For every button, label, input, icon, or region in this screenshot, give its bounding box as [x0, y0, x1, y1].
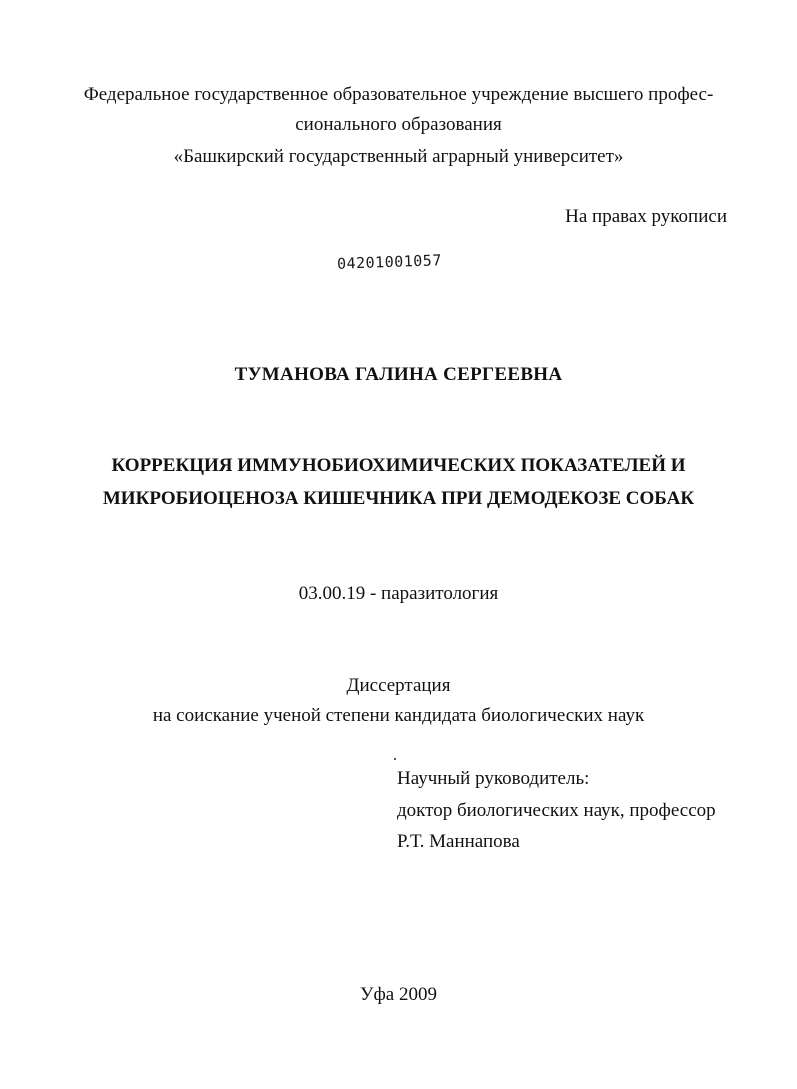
degree-statement: на соискание ученой степени кандидата биологических наук — [152, 705, 645, 726]
work-type-label: Диссертация — [346, 675, 451, 696]
registration-number-stamp: 04201001057 — [336, 251, 443, 273]
supervisor-name: Р.Т. Маннапова — [397, 831, 520, 852]
specialty-code: 03.00.19 - паразитология — [298, 583, 499, 604]
dissertation-title-line-2: МИКРОБИОЦЕНОЗА КИШЕЧНИКА ПРИ ДЕМОДЕКОЗЕ СОБАК — [102, 488, 695, 509]
dissertation-title-line-1: КОРРЕКЦИЯ ИММУНОБИОХИМИЧЕСКИХ ПОКАЗАТЕЛЕЙ И — [111, 455, 686, 476]
place-and-year: Уфа 2009 — [360, 984, 437, 1005]
supervisor-label: Научный руководитель: — [397, 768, 590, 789]
supervisor-degree: доктор биологических наук, профессор — [397, 800, 716, 821]
university-name: «Башкирский государственный аграрный университет» — [173, 146, 624, 167]
manuscript-note: На правах рукописи — [565, 206, 727, 227]
author-name: ТУМАНОВА ГАЛИНА СЕРГЕЕВНА — [234, 364, 563, 385]
institution-line-2: сионального образования — [295, 114, 502, 135]
institution-line-1: Федеральное государственное образовательное учреждение высшего профес- — [83, 84, 714, 105]
stray-dot — [394, 758, 396, 760]
